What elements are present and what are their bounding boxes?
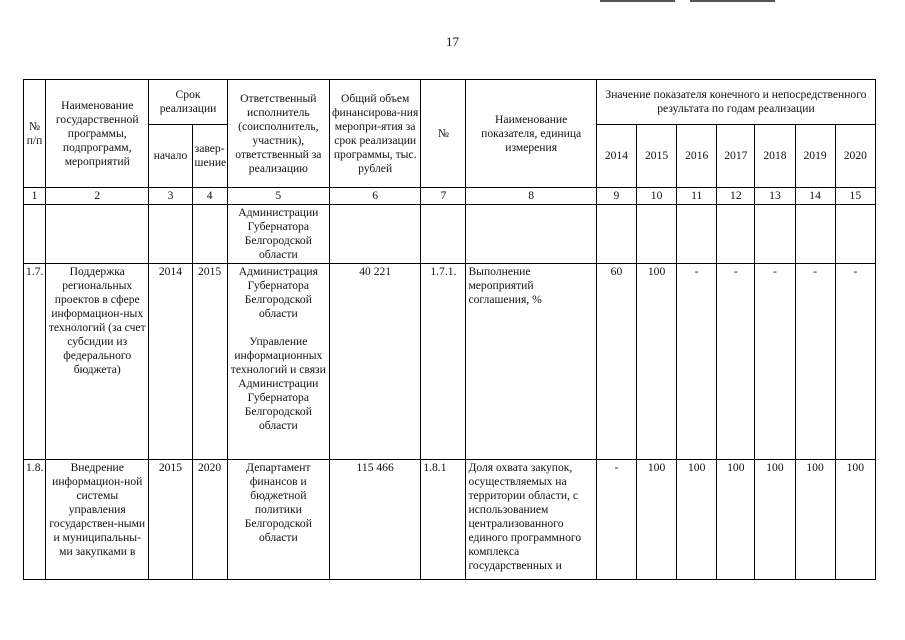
row-name: Поддержка региональных проектов в сфере информацион-ных технологий (за счет субсидии из федерального бюджета)	[46, 264, 149, 460]
column-number: 10	[637, 188, 677, 205]
row-num	[24, 205, 46, 264]
top-rule-left	[600, 0, 675, 2]
row-indicator	[466, 205, 596, 264]
column-number: 11	[677, 188, 717, 205]
column-number: 13	[755, 188, 795, 205]
row-value	[596, 205, 636, 264]
program-table-container	[23, 79, 876, 584]
header-program-name: Наименование государственной программы, подпрограмм, мероприятий	[46, 80, 149, 188]
row-end: 2020	[192, 460, 227, 580]
row-start	[149, 205, 192, 264]
column-number: 12	[717, 188, 755, 205]
column-number: 4	[192, 188, 227, 205]
header-funding: Общий объем финансирова-ния меропри-ятия за срок реализации программы, тыс. рублей	[330, 80, 421, 188]
row-value	[755, 205, 795, 264]
row-responsible: Администрации Губернатора Белгородской области	[227, 205, 329, 264]
column-number: 2	[46, 188, 149, 205]
table-row-1-8	[24, 460, 876, 580]
header-row-1	[24, 80, 876, 125]
row-start: 2014	[149, 264, 192, 460]
row-num: 1.7.	[24, 264, 46, 460]
header-responsible: Ответственный исполнитель (соисполнитель, участник), ответственный за реализацию	[227, 80, 329, 188]
row-value: 100	[677, 460, 717, 580]
header-num: № п/п	[24, 80, 46, 188]
row-value: -	[596, 460, 636, 580]
column-number: 5	[227, 188, 329, 205]
row-responsible-secondary: Управление информационных технологий и связи Администрации Губернатора Белгородской области	[230, 335, 326, 432]
row-num: 1.8.	[24, 460, 46, 580]
row-value: 100	[717, 460, 755, 580]
row-end	[192, 205, 227, 264]
row-value: 100	[637, 460, 677, 580]
row-indicator-num: 1.7.1.	[421, 264, 466, 460]
row-name: Внедрение информацион-ной системы управления государствен-ными и муниципальны-ми закупками в	[46, 460, 149, 580]
header-year: 2018	[755, 125, 795, 188]
column-number: 8	[466, 188, 596, 205]
row-value: -	[677, 264, 717, 460]
column-number: 15	[835, 188, 875, 205]
table-row-1-7	[24, 264, 876, 460]
row-indicator: Выполнение мероприятий соглашения, %	[466, 264, 596, 460]
row-responsible-cell	[227, 264, 329, 460]
header-year: 2014	[596, 125, 636, 188]
row-value: -	[755, 264, 795, 460]
row-value	[677, 205, 717, 264]
row-responsible: Администрация Губернатора Белгородской области	[238, 265, 318, 320]
row-value: -	[795, 264, 835, 460]
header-term: Срок реализации	[149, 80, 227, 125]
column-number: 9	[596, 188, 636, 205]
row-value: 100	[755, 460, 795, 580]
column-number: 14	[795, 188, 835, 205]
row-funding: 40 221	[330, 264, 421, 460]
row-funding: 115 466	[330, 460, 421, 580]
row-value	[835, 205, 875, 264]
column-number: 3	[149, 188, 192, 205]
header-indicator-num: №	[421, 80, 466, 188]
row-indicator-num	[421, 205, 466, 264]
header-year: 2017	[717, 125, 755, 188]
row-value: 100	[795, 460, 835, 580]
row-indicator-num: 1.8.1	[421, 460, 466, 580]
row-name	[46, 205, 149, 264]
top-rule-right	[690, 0, 775, 2]
row-value	[637, 205, 677, 264]
row-value: -	[717, 264, 755, 460]
header-year: 2020	[835, 125, 875, 188]
row-value: 60	[596, 264, 636, 460]
column-number: 1	[24, 188, 46, 205]
row-value: -	[835, 264, 875, 460]
row-funding	[330, 205, 421, 264]
header-term-start: начало	[149, 125, 192, 188]
table-row-continuation	[24, 205, 876, 264]
row-value	[795, 205, 835, 264]
header-values-title: Значение показателя конечного и непосредственного результата по годам реализации	[596, 80, 875, 125]
header-year: 2019	[795, 125, 835, 188]
column-number: 7	[421, 188, 466, 205]
header-year: 2016	[677, 125, 717, 188]
row-indicator: Доля охвата закупок, осуществляемых на территории области, с использованием централизованного единого программного комплекса государственных и	[466, 460, 596, 580]
row-value: 100	[835, 460, 875, 580]
header-term-end: завер-шение	[192, 125, 227, 188]
row-value: 100	[637, 264, 677, 460]
row-responsible: Департамент финансов и бюджетной политики Белгородской области	[227, 460, 329, 580]
column-number: 6	[330, 188, 421, 205]
program-table	[23, 79, 876, 580]
row-end: 2015	[192, 264, 227, 460]
header-indicator-name: Наименование показателя, единица измерения	[466, 80, 596, 188]
page-number: 17	[446, 34, 459, 49]
row-value	[717, 205, 755, 264]
header-year: 2015	[637, 125, 677, 188]
column-number-row	[24, 188, 876, 205]
row-start: 2015	[149, 460, 192, 580]
